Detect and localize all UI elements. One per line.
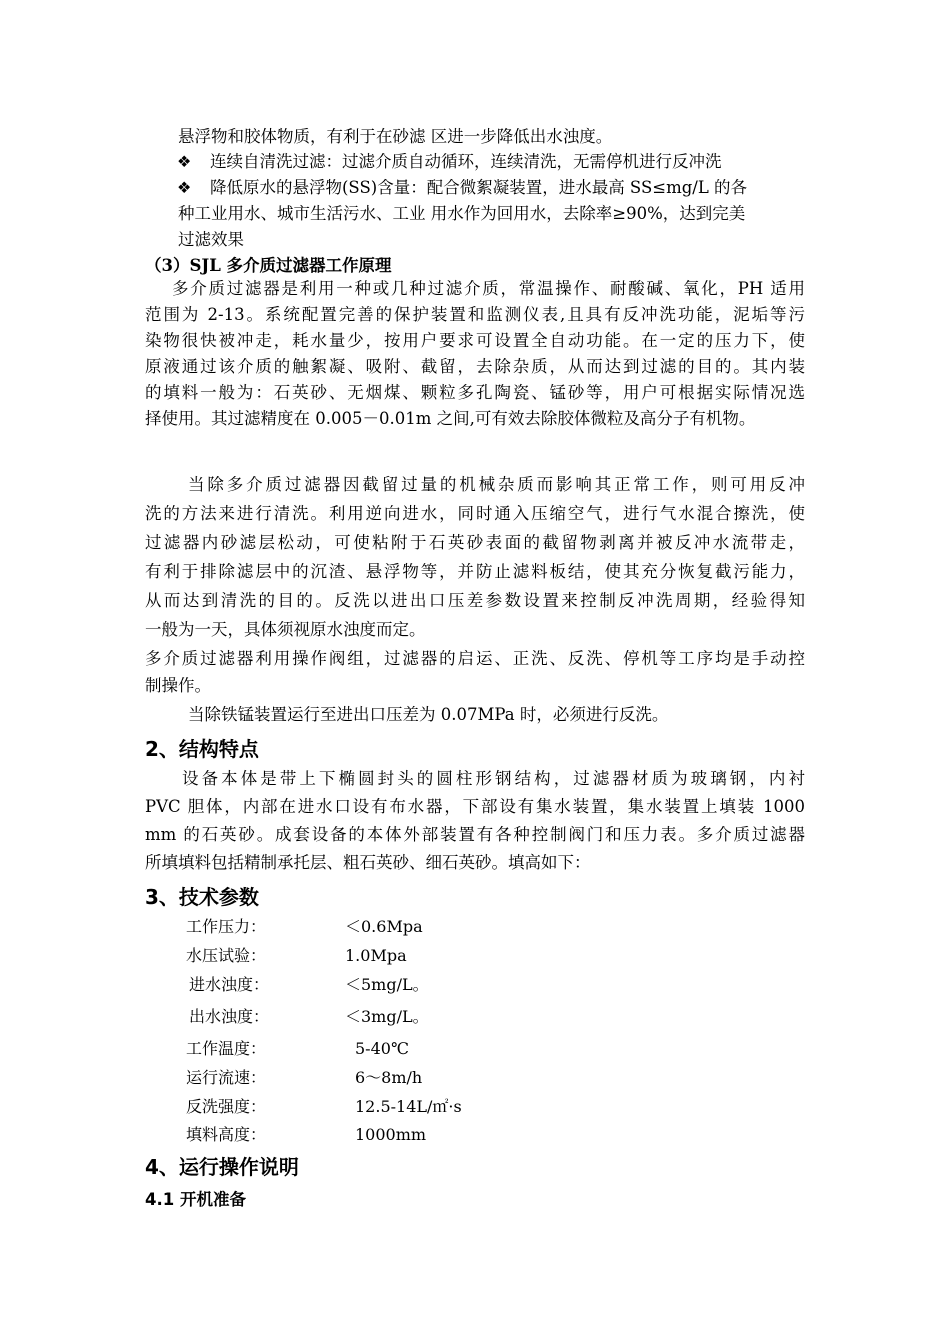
- intro-line: 悬浮物和胶体物质，有利于在砂滤 区进一步降低出水浊度。: [178, 127, 613, 146]
- paragraph-line: 一般为一天，具体须视原水浊度而定。: [145, 620, 426, 639]
- bullet-item-continued: 种工业用水、城市生活污水、工业 用水作为回用水，去除率≥90%，达到完美: [178, 204, 746, 223]
- section-heading: （3）SJL 多介质过滤器工作原理: [145, 256, 392, 275]
- param-label: 水压试验：: [186, 946, 267, 965]
- paragraph-line: 设备本体是带上下椭圆封头的圆柱形钢结构，过滤器材质为玻璃钢，内衬: [182, 769, 805, 788]
- paragraph-line: 有利于排除滤层中的沉渣、悬浮物等，并防止滤料板结，使其充分恢复截污能力，: [145, 562, 805, 581]
- param-value: ＜3mg/L。: [345, 1007, 429, 1026]
- paragraph-line: 制操作。: [145, 676, 211, 695]
- bullet-diamond-icon: ❖: [177, 152, 192, 171]
- param-label: 出水浊度：: [189, 1007, 270, 1026]
- paragraph-line: 多介质过滤器利用操作阀组，过滤器的启运、正洗、反洗、停机等工序均是手动控: [145, 649, 805, 668]
- paragraph-line: mm 的石英砂。成套设备的本体外部装置有各种控制阀门和压力表。多介质过滤器: [145, 825, 805, 844]
- paragraph-line: 过滤器内砂滤层松动，可使粘附于石英砂表面的截留物剥离并被反冲水流带走，: [145, 533, 805, 552]
- paragraph-line: 所填填料包括精制承托层、粗石英砂、细石英砂。填高如下：: [145, 853, 591, 872]
- param-label: 反洗强度：: [186, 1097, 267, 1116]
- param-value: ＜0.6Mpa: [345, 917, 423, 936]
- paragraph-line: 择使用。其过滤精度在 0.005－0.01m 之间,可有效去除胶体微粒及高分子有机物。: [145, 409, 756, 428]
- paragraph-line: 原液通过该介质的触絮凝、吸附、截留，去除杂质，从而达到过滤的目的。其内装: [145, 357, 805, 376]
- param-value: 6～8m/h: [355, 1068, 423, 1087]
- paragraph-line: PVC 胆体，内部在进水口设有布水器，下部设有集水装置，集水装置上填装 1000: [145, 797, 805, 816]
- param-value: 5-40℃: [355, 1039, 409, 1058]
- paragraph-line: 从而达到清洗的目的。反洗以进出口压差参数设置来控制反冲洗周期，经验得知: [145, 591, 805, 610]
- paragraph-line: 当除铁锰装置运行至进出口压差为 0.07MPa 时，必须进行反洗。: [188, 705, 669, 724]
- paragraph-line: 洗的方法来进行清洗。利用逆向进水，同时通入压缩空气，进行气水混合擦洗，使: [145, 504, 805, 523]
- paragraph-line: 范围为 2-13。系统配置完善的保护装置和监测仪表,且具有反冲洗功能，泥垢等污: [145, 305, 805, 324]
- param-value: ＜5mg/L。: [345, 975, 429, 994]
- param-label: 填料高度：: [186, 1125, 267, 1144]
- paragraph-line: 的填料一般为：石英砂、无烟煤、颗粒多孔陶瓷、锰砂等，用户可根据实际情况选: [145, 383, 805, 402]
- bullet-diamond-icon: ❖: [177, 178, 192, 197]
- param-value: 12.5-14L/㎡·s: [355, 1097, 462, 1116]
- section-heading: 2、结构特点: [145, 737, 259, 761]
- bullet-item: 连续自清洗过滤：过滤介质自动循环，连续清洗，无需停机进行反冲洗: [210, 152, 722, 171]
- param-value: 1000mm: [355, 1125, 427, 1144]
- section-heading: 4、运行操作说明: [145, 1155, 299, 1179]
- param-label: 工作压力：: [186, 917, 267, 936]
- bullet-item: 降低原水的悬浮物(SS)含量：配合微絮凝装置，进水最高 SS≤mg/L 的各: [210, 178, 748, 197]
- section-heading: 3、技术参数: [145, 885, 259, 909]
- paragraph-line: 染物很快被冲走，耗水量少，按用户要求可设置全自动功能。在一定的压力下，使: [145, 331, 805, 350]
- param-label: 进水浊度：: [189, 975, 270, 994]
- subsection-heading: 4.1 开机准备: [145, 1190, 246, 1209]
- paragraph-line: 当除多介质过滤器因截留过量的机械杂质而影响其正常工作，则可用反冲: [188, 475, 805, 494]
- paragraph-line: 多介质过滤器是利用一种或几种过滤介质，常温操作、耐酸碱、氧化，PH 适用: [172, 279, 805, 298]
- param-label: 工作温度：: [186, 1039, 267, 1058]
- param-label: 运行流速：: [186, 1068, 267, 1087]
- bullet-item-continued: 过滤效果: [178, 230, 244, 249]
- param-value: 1.0Mpa: [345, 946, 407, 965]
